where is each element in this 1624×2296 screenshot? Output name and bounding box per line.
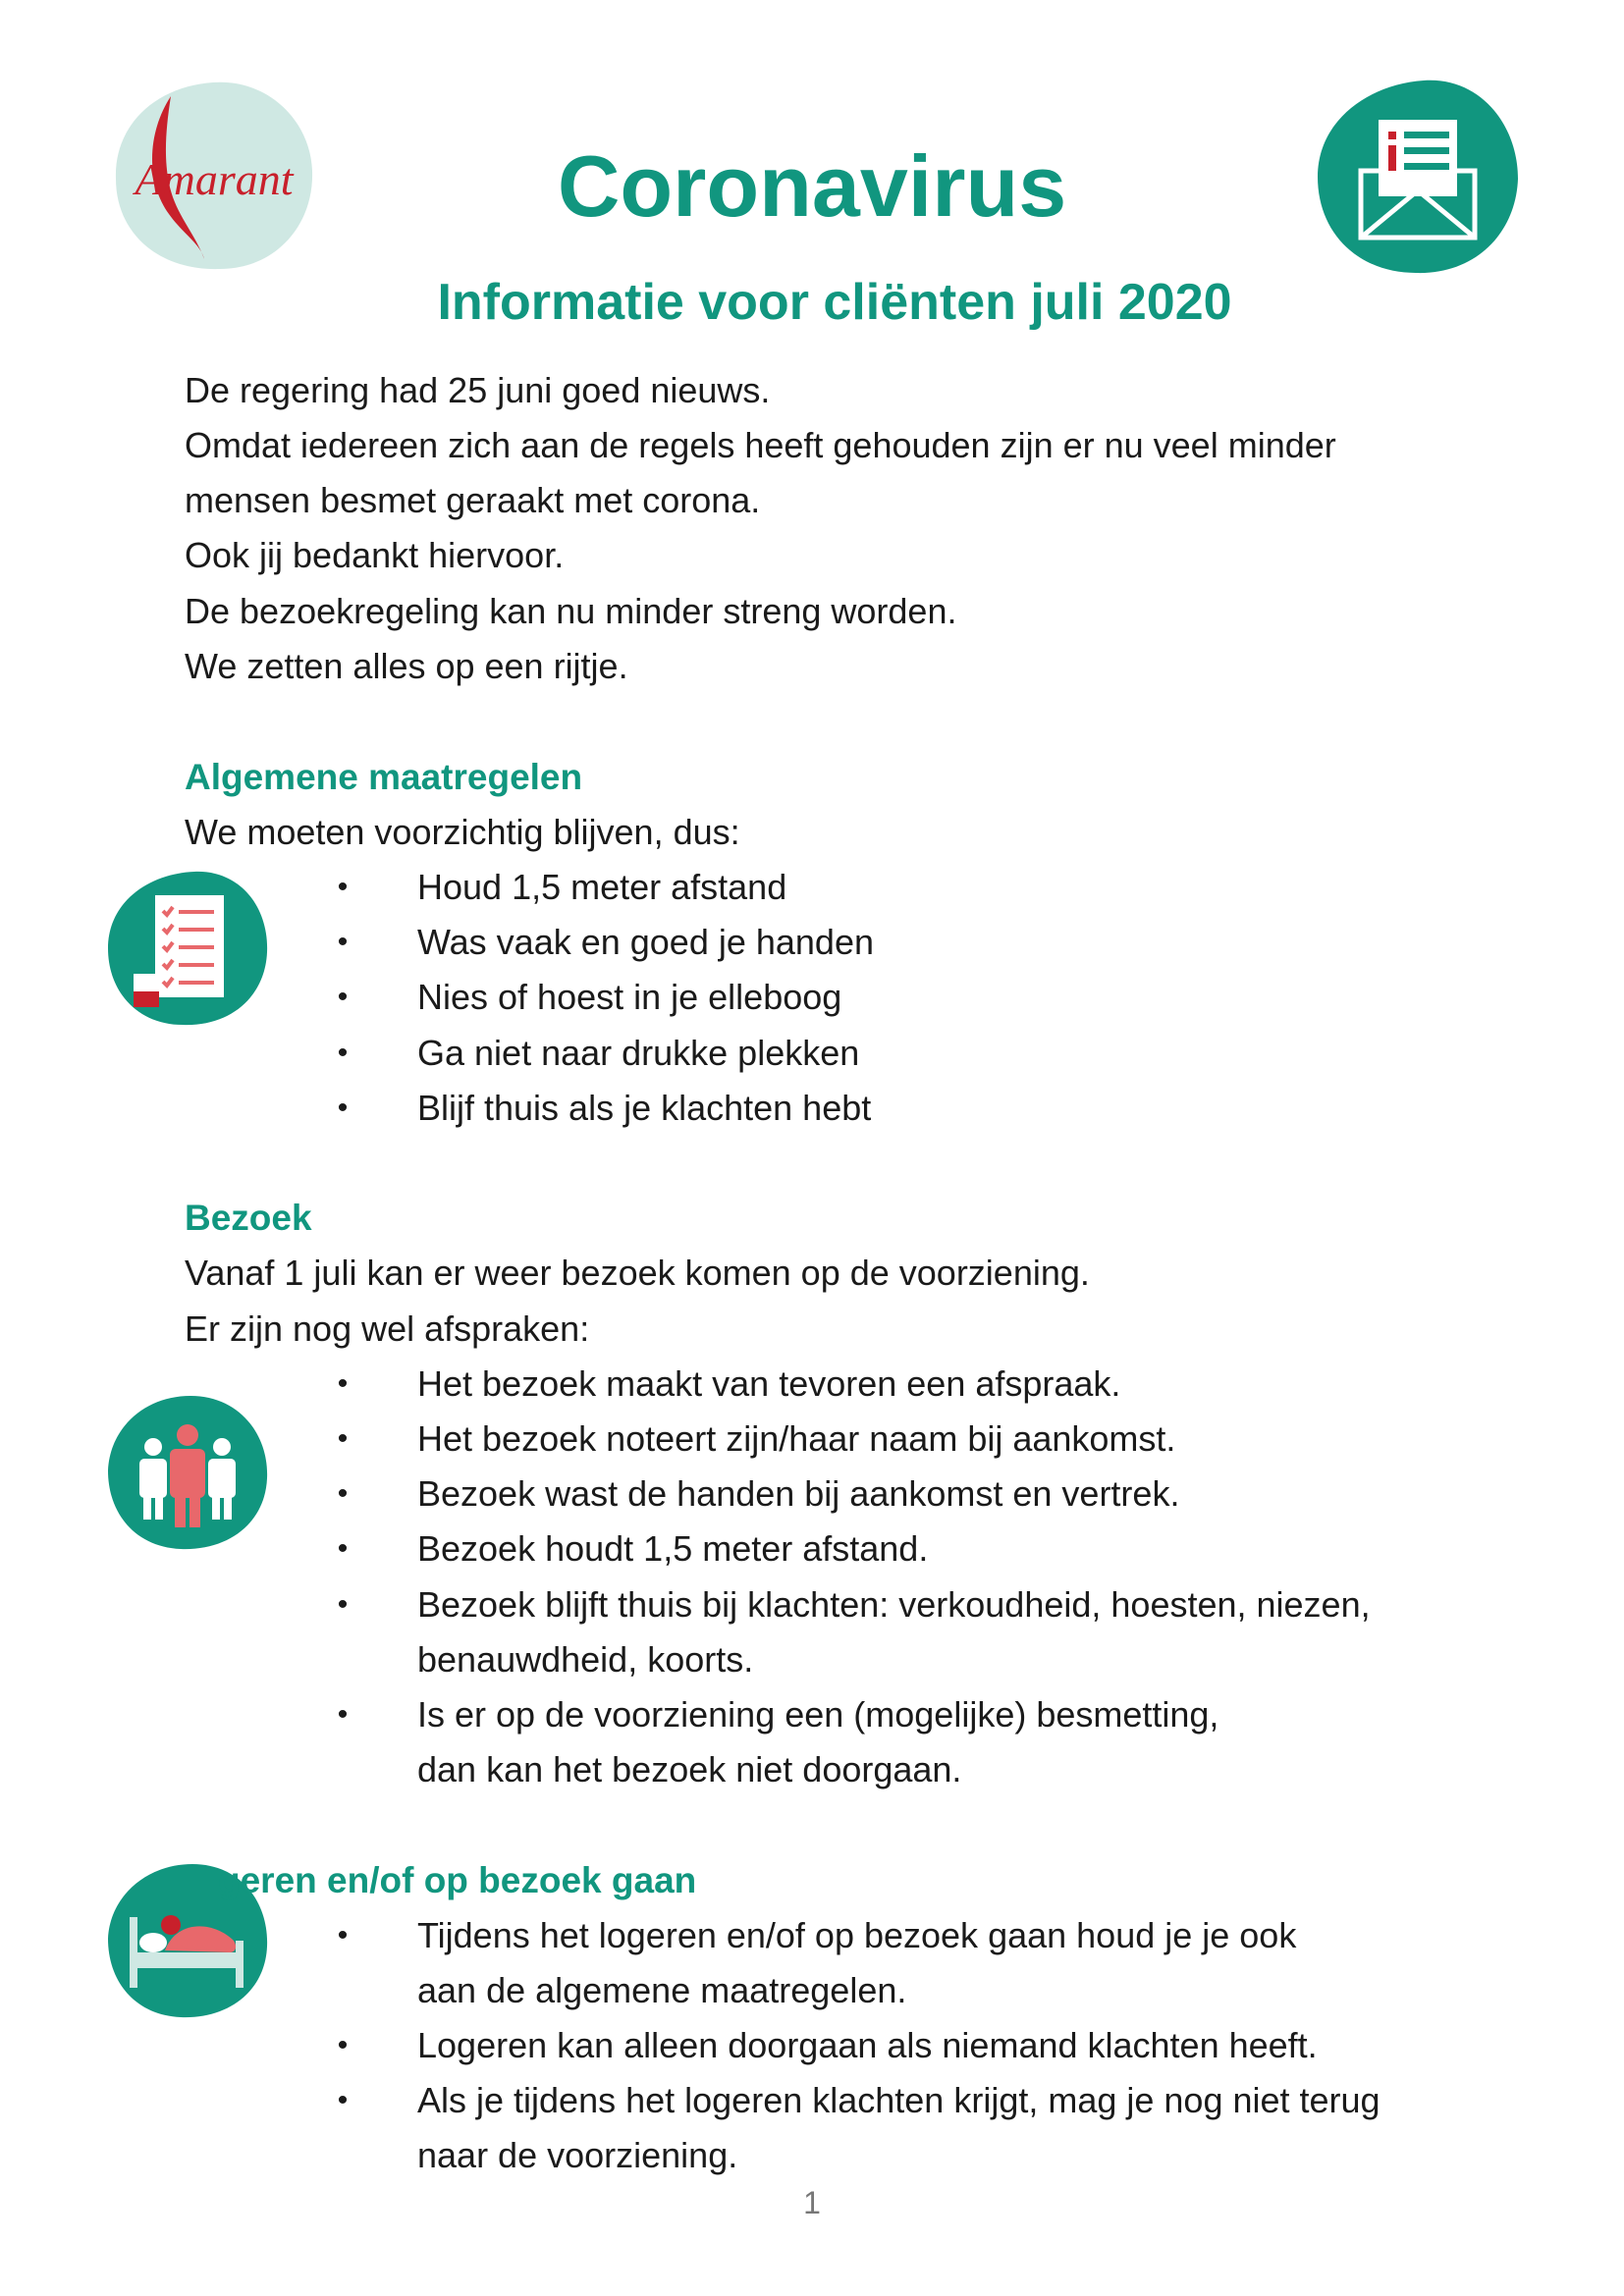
bullet-dot: • <box>337 1422 349 1455</box>
bullet-dot: • <box>337 2084 349 2116</box>
bullet-dot: • <box>337 1532 349 1565</box>
checklist-icon <box>104 868 271 1029</box>
list-item: Bezoek houdt 1,5 meter afstand. <box>417 1528 929 1569</box>
bullet-dot: • <box>337 1477 349 1510</box>
intro-line: We zetten alles op een rijtje. <box>185 646 628 686</box>
bullet-dot: • <box>337 1367 349 1400</box>
intro-line: Omdat iedereen zich aan de regels heeft gehouden zijn er nu veel minder <box>185 425 1336 465</box>
list-item: Is er op de voorziening een (mogelijke) besmetting, <box>417 1694 1219 1735</box>
section-lead: Vanaf 1 juli kan er weer bezoek komen op de voorziening. <box>185 1253 1090 1293</box>
bullet-dot: • <box>337 981 349 1013</box>
list-item: Houd 1,5 meter afstand <box>417 867 787 907</box>
page-number: 1 <box>803 2185 821 2220</box>
bullet-dot: • <box>337 1698 349 1731</box>
list-item-continuation: naar de voorziening. <box>417 2135 738 2175</box>
page-title: Coronavirus <box>557 137 1067 235</box>
section-lead: We moeten voorzichtig blijven, dus: <box>185 812 740 852</box>
intro-line: Ook jij bedankt hiervoor. <box>185 535 565 575</box>
bullet-dot: • <box>337 926 349 958</box>
list-item: Was vaak en goed je handen <box>417 922 874 962</box>
section-heading-bezoek: Bezoek <box>185 1198 312 1238</box>
list-item: Nies of hoest in je elleboog <box>417 977 842 1017</box>
bullet-dot: • <box>337 1092 349 1124</box>
list-item: Het bezoek maakt van tevoren een afspraak. <box>417 1363 1121 1404</box>
page-subtitle: Informatie voor cliënten juli 2020 <box>437 274 1232 331</box>
section-lead: Er zijn nog wel afspraken: <box>185 1308 590 1349</box>
list-item: Ga niet naar drukke plekken <box>417 1033 860 1073</box>
intro-line: De regering had 25 juni goed nieuws. <box>185 370 771 410</box>
intro-line: De bezoekregeling kan nu minder streng worden. <box>185 591 957 631</box>
list-item: Bezoek wast de handen bij aankomst en vertrek. <box>417 1473 1180 1514</box>
bullet-dot: • <box>337 1919 349 1951</box>
logo-text: Amarant <box>135 154 294 204</box>
section-heading-logeren: geren en/of op bezoek gaan <box>218 1860 697 1900</box>
bullet-dot: • <box>337 871 349 903</box>
list-item: Logeren kan alleen doorgaan als niemand klachten heeft. <box>417 2025 1318 2065</box>
section-heading-algemene-maatregelen: Algemene maatregelen <box>185 757 583 797</box>
intro-line: mensen besmet geraakt met corona. <box>185 480 761 520</box>
list-item-continuation: benauwdheid, koorts. <box>417 1639 754 1680</box>
list-item: Bezoek blijft thuis bij klachten: verkoudheid, hoesten, niezen, <box>417 1584 1371 1625</box>
bullet-dot: • <box>337 1037 349 1069</box>
people-icon <box>104 1392 271 1553</box>
bullet-dot: • <box>337 2029 349 2061</box>
bullet-dot: • <box>337 1588 349 1621</box>
list-item: Het bezoek noteert zijn/haar naam bij aankomst. <box>417 1418 1176 1459</box>
list-item-continuation: aan de algemene maatregelen. <box>417 1970 907 2010</box>
list-item: Tijdens het logeren en/of op bezoek gaan houd je je ook <box>417 1915 1297 1955</box>
list-item-continuation: dan kan het bezoek niet doorgaan. <box>417 1749 962 1789</box>
list-item: Als je tijdens het logeren klachten krijgt, mag je nog niet terug <box>417 2080 1380 2120</box>
list-item: Blijf thuis als je klachten hebt <box>417 1088 872 1128</box>
